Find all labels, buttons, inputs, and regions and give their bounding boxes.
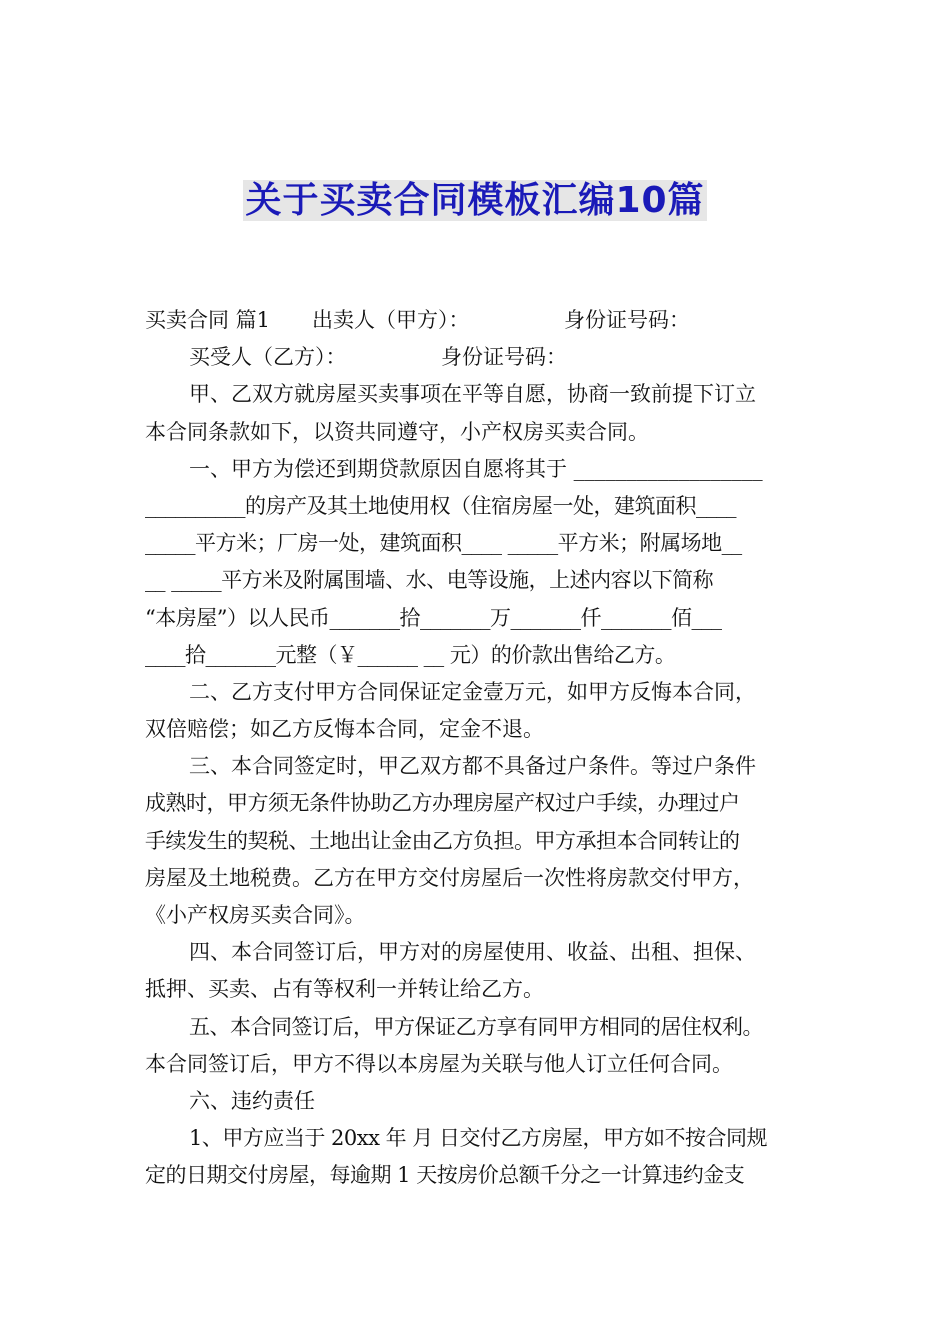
paragraph-line: 买受人（乙方）： 身份证号码：: [189, 345, 567, 370]
paragraph-line: 本合同条款如下，以资共同遵守，小产权房买卖合同。: [145, 419, 649, 444]
paragraph-line: 买卖合同 篇1 出卖人（甲方）： 身份证号码：: [145, 308, 691, 332]
paragraph-line: 1、甲方应当于 20xx 年 月 日交付乙方房屋，甲方如不按合同规: [189, 1126, 767, 1151]
paragraph-line: 房屋及土地税费。乙方在甲方交付房屋后一次性将房款交付甲方，: [145, 865, 754, 890]
paragraph-line: 五、本合同签订后，甲方保证乙方享有同甲方相同的居住权利。: [189, 1014, 763, 1039]
paragraph-line: 四、本合同签订后，甲方对的房屋使用、收益、出租、担保、: [189, 940, 756, 965]
paragraph-line: 成熟时，甲方须无条件协助乙方办理房屋产权过户手续，办理过户: [145, 791, 740, 816]
paragraph-line: 本合同签订后，甲方不得以本房屋为关联与他人订立任何合同。: [145, 1051, 733, 1076]
paragraph-line: 《小产权房买卖合同》。: [145, 903, 366, 927]
paragraph-line: __ _____平方米及附属围墙、水、电等设施，上述内容以下简称: [145, 568, 714, 593]
paragraph-line: 手续发生的契税、土地出让金由乙方负担。甲方承担本合同转让的: [145, 828, 740, 853]
paragraph-line: “本房屋”）以人民币_______拾_______万_______仟_______佰___: [145, 605, 722, 630]
paragraph-line: 二、乙方支付甲方合同保证定金壹万元，如甲方反悔本合同，: [189, 679, 756, 704]
paragraph-line: ____拾_______元整（￥______ __ 元）的价款出售给乙方。: [145, 642, 676, 667]
paragraph-line: 一、甲方为偿还到期贷款原因自愿将其于 __________________: [189, 456, 763, 481]
paragraph-line: 甲、乙双方就房屋买卖事项在平等自愿，协商一致前提下订立: [189, 382, 756, 407]
paragraph-line: 双倍赔偿；如乙方反悔本合同，定金不退。: [145, 717, 544, 742]
paragraph-line: 三、本合同签定时，甲乙双方都不具备过户条件。等过户条件: [189, 754, 756, 779]
paragraph-line: _____平方米；厂房一处，建筑面积____ _____平方米；附属场地__: [145, 531, 742, 556]
document-title-text: 关于买卖合同模板汇编10篇: [245, 180, 705, 221]
paragraph-line: 定的日期交付房屋，每逾期 1 天按房价总额千分之一计算违约金支: [145, 1163, 745, 1188]
document-body: [145, 302, 810, 1195]
paragraph-line: __________的房产及其土地使用权（住宿房屋一处，建筑面积____: [145, 493, 736, 518]
paragraph-line: 六、违约责任: [189, 1088, 315, 1113]
paragraph-line: 抵押、买卖、占有等权利一并转让给乙方。: [145, 977, 544, 1002]
document-title: [0, 178, 950, 224]
